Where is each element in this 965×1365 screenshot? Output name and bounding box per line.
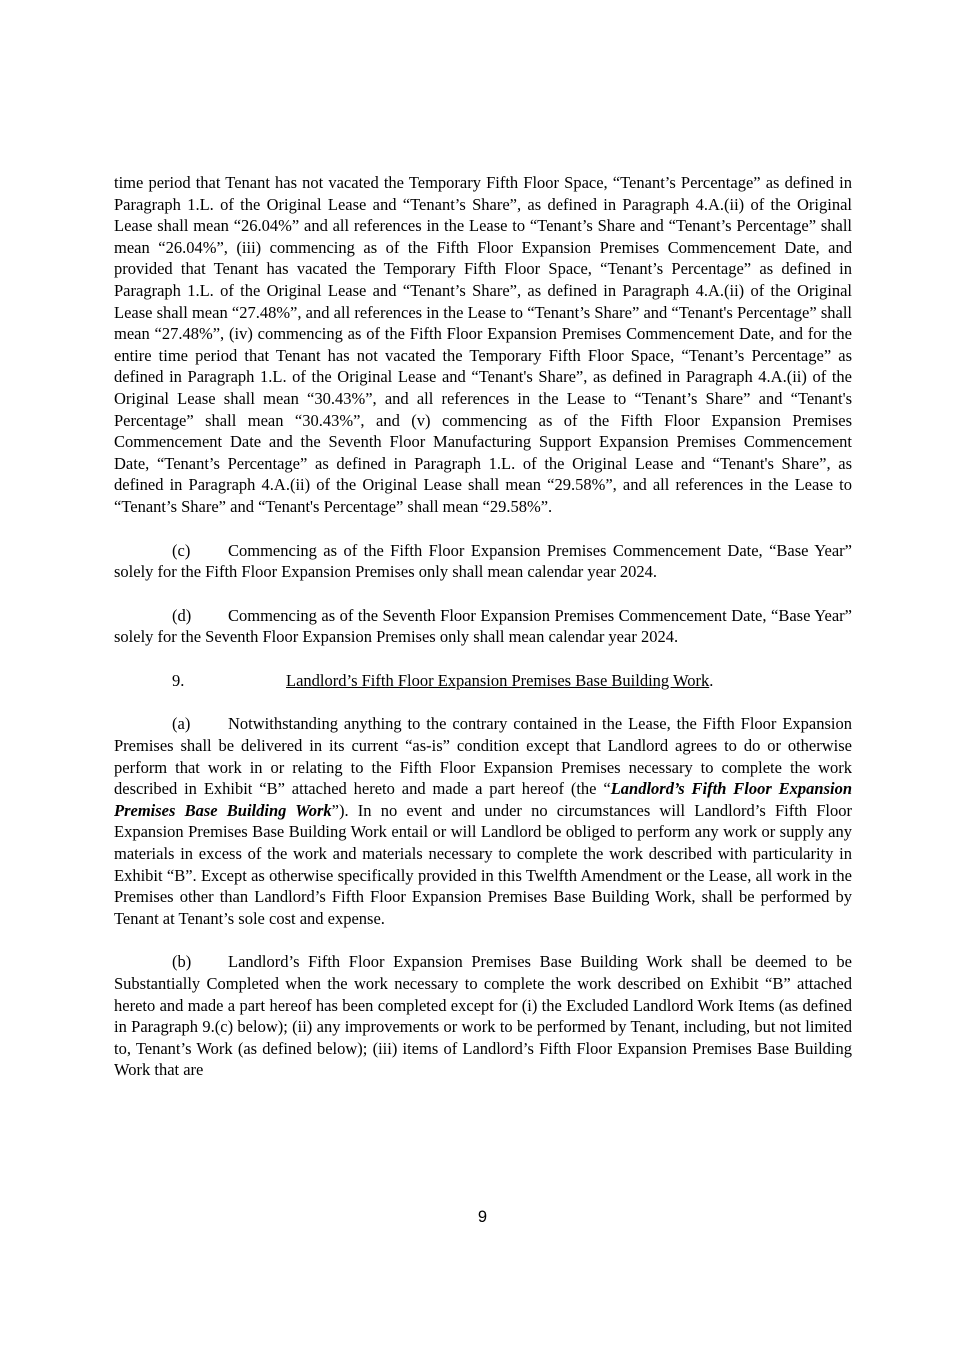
paragraph-c xyxy=(114,540,852,583)
document-body xyxy=(114,172,852,1081)
section-heading xyxy=(114,670,852,692)
paragraph-d-text: Commencing as of the Seventh Floor Expansion Premises Commencement Date, “Base Year” solely for the Seventh Floor Expansion Premises only shall mean calendar year 2024. xyxy=(114,605,852,647)
paragraph-a xyxy=(114,713,852,929)
paragraph-c-text: Commencing as of the Fifth Floor Expansion Premises Commencement Date, “Base Year” solely for the Fifth Floor Expansion Premises only shall mean calendar year 2024. xyxy=(114,540,852,582)
paragraph-d xyxy=(114,605,852,648)
paragraph-gap xyxy=(114,583,852,605)
paragraph-intro: time period that Tenant has not vacated the Temporary Fifth Floor Space, “Tenant’s Percentage” as defined in Paragraph 1.L. of the Original Lease and “Tenant’s Share”, as defined in Paragraph 4.A.(ii) of the Original Lease shall mean “26.04%” and all references in the Lease to “Tenant’s Share and “Tenant’s Percentage” shall mean “26.04%”, (iii) commencing as of the Fifth Floor Expansion Premises Commencement Date, and provided that Tenant has vacated the Temporary Fifth Floor Space, “Tenant’s Percentage” as defined in Paragraph 1.L. of the Original Lease and “Tenant’s Share”, as defined in Paragraph 4.A.(ii) of the Original Lease shall mean “27.48%”, and all references in the Lease to “Tenant’s Share” and “Tenant's Percentage” shall mean “27.48%”, (iv) commencing as of the Fifth Floor Expansion Premises Commencement Date, and for the entire time period that Tenant has not vacated the Temporary Fifth Floor Space, “Tenant’s Percentage” as defined in Paragraph 1.L. of the Original Lease and “Tenant's Share”, as defined in Paragraph 4.A.(ii) of the Original Lease shall mean “30.43%”, and all references in the Lease to “Tenant’s Share” and “Tenant's Percentage” shall mean “30.43%”, and (v) commencing as of the Fifth Floor Expansion Premises Commencement Date and the Seventh Floor Manufacturing Support Expansion Premises Commencement Date, “Tenant’s Percentage” as defined in Paragraph 1.L. of the Original Lease and “Tenant's Share”, as defined in Paragraph 4.A.(ii) of the Original Lease shall mean “29.58%”, and all references in the Lease to “Tenant’s Share” and “Tenant's Percentage” shall mean “29.58%”. xyxy=(114,173,852,516)
paragraph-d-label: (d) xyxy=(172,605,192,625)
defined-term: Landlord’s Fifth Floor Expansion Premises Base Building Work xyxy=(114,779,852,820)
paragraph-c-label: (c) xyxy=(172,540,191,560)
paragraph-a-text-2: ”). In no event and under no circumstances will Landlord’s Fifth Floor Expansion Premises Base Building Work entail or will Landlord be obliged to perform any work or supply any materials in excess of the work and materials necessary to complete the work described with particularity in Exhibit “B”. Except as otherwise specifically provided in this Twelfth Amendment or the Lease, all work in the Premises other than Landlord’s Fifth Floor Expansion Premises Base Building Work, shall be performed by Tenant at Tenant’s sole cost and expense. xyxy=(114,800,852,928)
paragraph-b xyxy=(114,951,852,1081)
paragraph-b-label: (b) xyxy=(172,952,192,972)
section-number: 9. xyxy=(172,670,185,690)
section-title: Landlord’s Fifth Floor Expansion Premises Base Building Work xyxy=(286,670,710,690)
paragraph-gap xyxy=(114,691,852,713)
section-title-period: . xyxy=(709,670,714,690)
paragraph-gap xyxy=(114,648,852,670)
paragraph-gap xyxy=(114,929,852,951)
paragraph-gap xyxy=(114,518,852,540)
paragraph-a-text-1: Notwithstanding anything to the contrary contained in the Lease, the Fifth Floor Expansion Premises shall be delivered in its current “as-is” condition except that Landlord agrees to do or otherwise perform that work in or relating to the Fifth Floor Expansion Premises necessary to complete the work described in Exhibit “B” attached hereto and made a part hereof (the “ xyxy=(114,714,852,799)
page-number: 9 xyxy=(477,1208,488,1226)
paragraph-b-text: Landlord’s Fifth Floor Expansion Premises Base Building Work shall be deemed to be Substantially Completed when the work necessary to complete the work described on Exhibit “B” attached hereto and made a part hereof has been completed except for (i) the Excluded Landlord Work Items (as defined in Paragraph 9.(c) below); (ii) any improvements or work to be performed by Tenant, including, but not limited to, Tenant’s Work (as defined below); (iii) items of Landlord’s Fifth Floor Expansion Premises Base Building Work that are xyxy=(114,952,852,1080)
paragraph-a-label: (a) xyxy=(172,714,191,734)
